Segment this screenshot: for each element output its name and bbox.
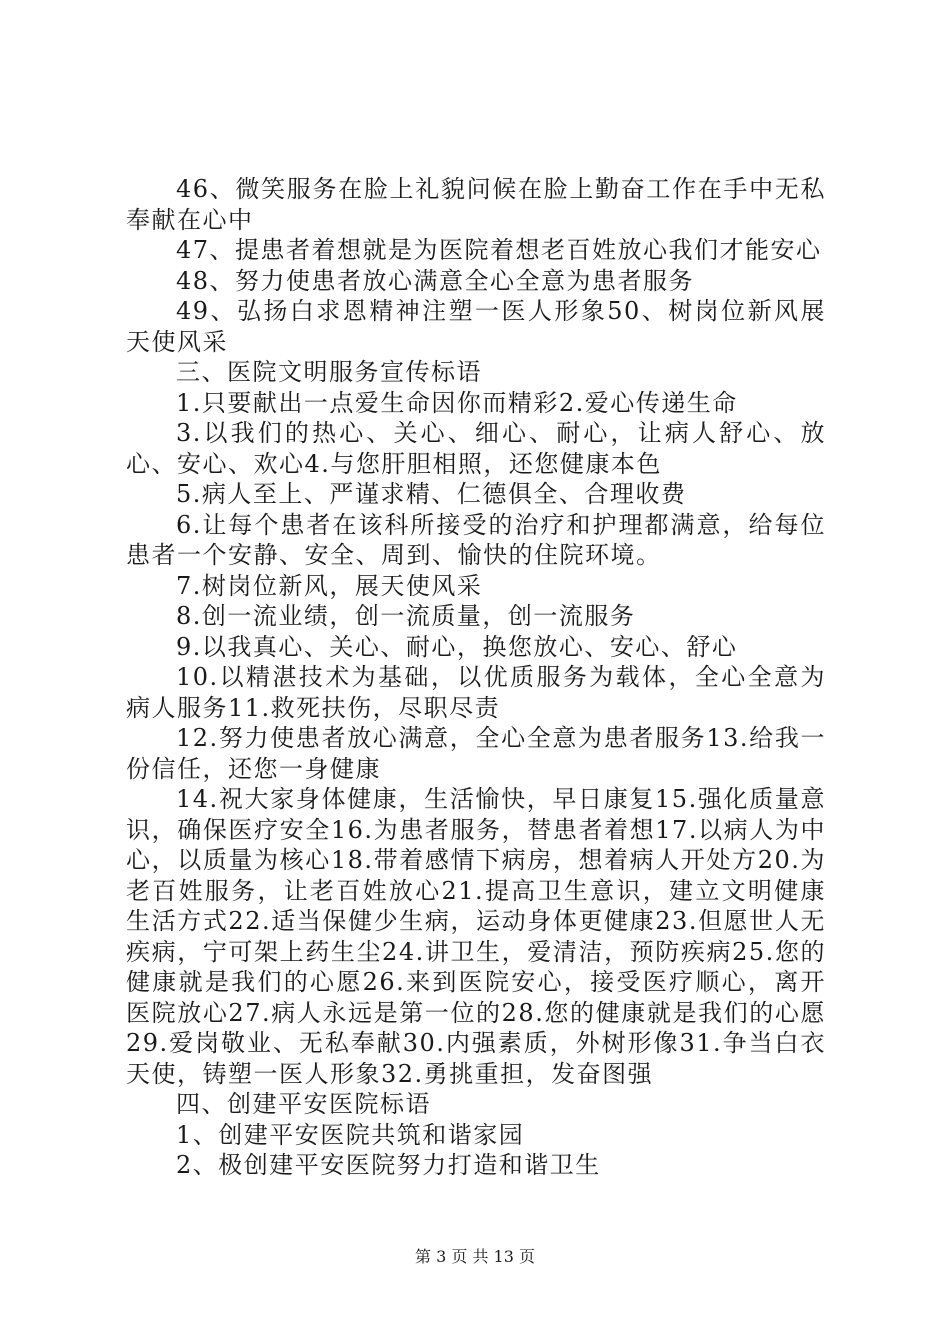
body-text bbox=[126, 174, 826, 1181]
page-footer: 第 3 页 共 13 页 bbox=[415, 1247, 535, 1266]
section-heading: 四、创建平安医院标语 bbox=[176, 1090, 431, 1118]
paragraph: 48、努力使患者放心满意全心全意为患者服务 bbox=[176, 266, 695, 295]
paragraph: 5.病人至上、严谨求精、仁德俱全、合理收费 bbox=[176, 480, 687, 508]
section-heading: 三、医院文明服务宣传标语 bbox=[176, 358, 482, 386]
paragraph: 12.努力使患者放心满意，全心全意为患者服务13.给我一份信任，还您一身健康 bbox=[126, 724, 826, 783]
paragraph: 10.以精湛技术为基础，以优质服务为载体，全心全意为病人服务11.救死扶伤，尽职尽责 bbox=[126, 663, 826, 722]
paragraph: 49、弘扬白求恩精神注塑一医人形象50、树岗位新风展天使风采 bbox=[126, 297, 826, 356]
paragraph: 6.让每个患者在该科所接受的治疗和护理都满意，给每位患者一个安静、安全、周到、愉快的住院环境。 bbox=[126, 510, 826, 569]
paragraph: 47、提患者着想就是为医院着想老百姓放心我们才能安心 bbox=[176, 236, 822, 264]
paragraph: 14.祝大家身体健康，生活愉快，早日康复15.强化质量意识，确保医疗安全16.为患者服务，替患者着想17.以病人为中心，以质量为核心18.带着感情下病房，想着病人开处方20.为老百姓服务，让老百姓放心21.提高卫生意识，建立文明健康生活方式22.适当保健少生病，运动身体更健康23.但愿世人无疾病，宁可架上药生尘24.讲卫生，爱清洁，预防疾病25.您的健康就是我们的心愿26.来到医院安心，接受医疗顺心，离开医院放心27.病人永远是第一位的28.您的健康就是我们的心愿29.爱岗敬业、无私奉献30.内强素质，外树形像31.争当白衣天使，铸塑一医人形象32.勇挑重担，发奋图强 bbox=[126, 785, 826, 1088]
paragraph: 8.创一流业绩，创一流质量，创一流服务 bbox=[176, 602, 636, 630]
paragraph: 7.树岗位新风，展天使风采 bbox=[176, 571, 483, 600]
paragraph: 2、极创建平安医院努力打造和谐卫生 bbox=[176, 1151, 601, 1179]
paragraph: 46、微笑服务在脸上礼貌问候在脸上勤奋工作在手中无私奉献在心中 bbox=[126, 175, 826, 234]
paragraph: 1、创建平安医院共筑和谐家园 bbox=[176, 1120, 525, 1149]
paragraph: 9.以我真心、关心、耐心，换您放心、安心、舒心 bbox=[176, 632, 738, 661]
paragraph: 3.以我们的热心、关心、细心、耐心，让病人舒心、放心、安心、欢心4.与您肝胆相照，还您健康本色 bbox=[126, 419, 826, 478]
paragraph: 1.只要献出一点爱生命因你而精彩2.爱心传递生命 bbox=[176, 388, 738, 417]
